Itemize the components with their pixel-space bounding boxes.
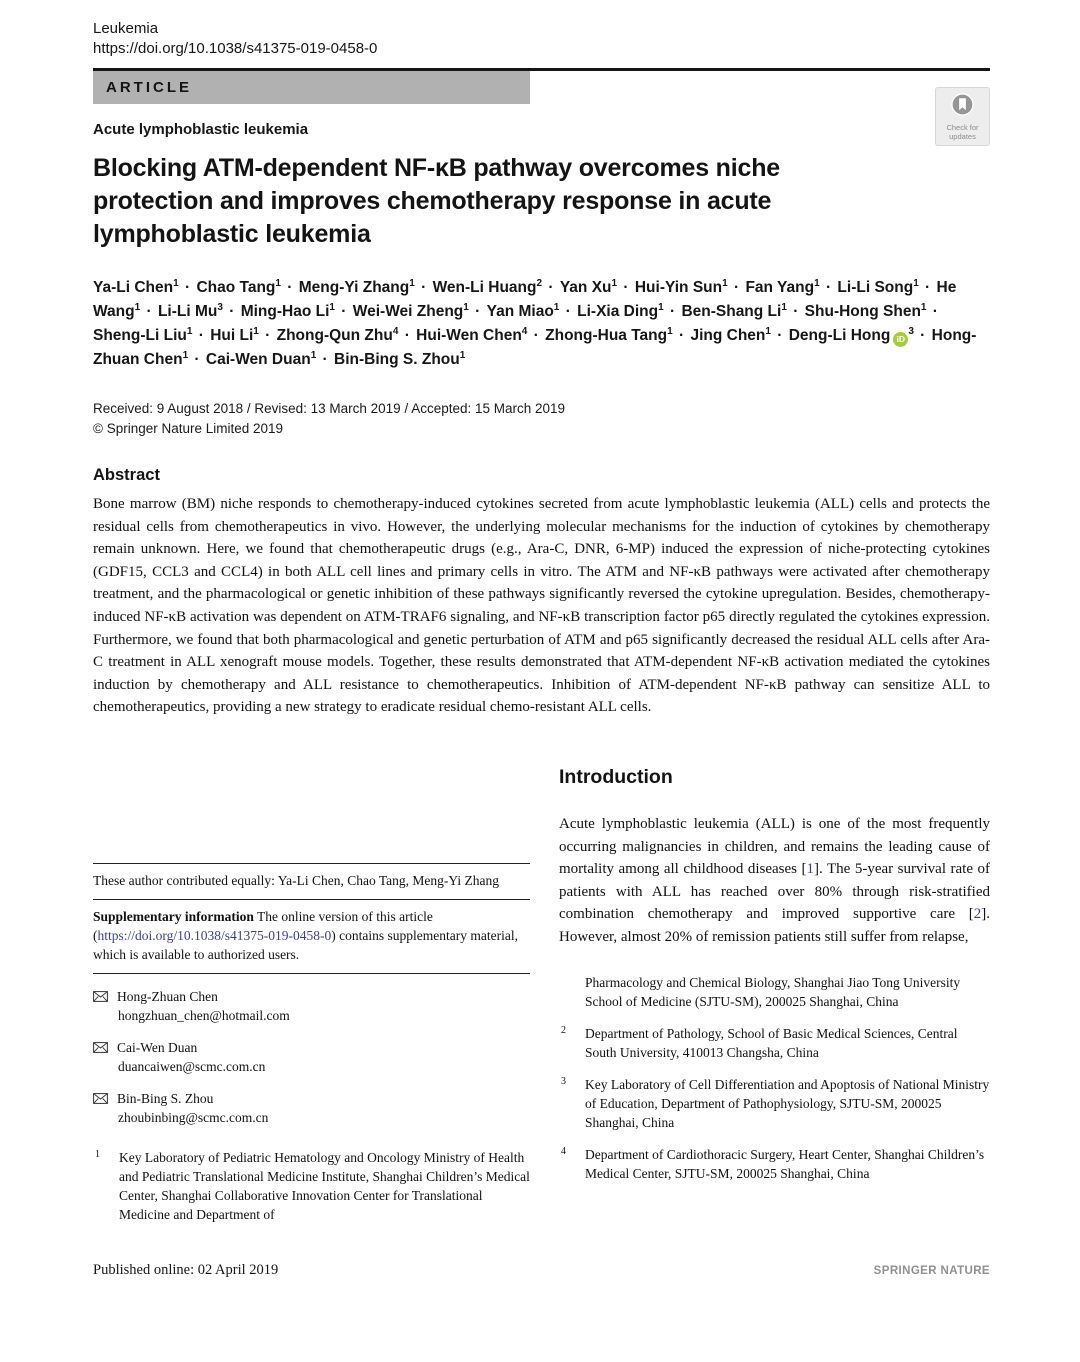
correspondence-email: zhoubinbing@scmc.com.cn	[118, 1109, 269, 1125]
author-name: Wen-Li Huang	[432, 279, 537, 296]
author-affiliation-sup: 1	[186, 325, 193, 337]
author-affiliation-sup: 1	[611, 277, 618, 289]
envelope-icon	[93, 1093, 108, 1104]
affiliation-entry	[559, 1145, 990, 1183]
author-affiliation-sup: 3	[908, 325, 914, 337]
check-for-updates-label: Check for updates	[946, 123, 979, 141]
author-affiliation-sup: 2	[536, 277, 543, 289]
author-affiliation-sup: 1	[182, 349, 189, 361]
author-separator: ·	[282, 279, 297, 296]
author-name: Zhong-Qun Zhu	[276, 327, 393, 344]
author-name: Shu-Hong Shen	[804, 303, 921, 320]
affiliation-text: Key Laboratory of Cell Differentiation and Apoptosis of National Ministry of Education, Department of Pathophysiology, SJTU-SM, 200025 Shanghai, China	[585, 1076, 990, 1130]
affiliation-entry	[93, 1148, 530, 1224]
author-affiliation-sup: 1	[253, 325, 259, 337]
introduction-text: ]. However, almost 20% of remission patients still suffer from relapse,	[559, 906, 990, 945]
author-affiliation-sup: 1	[765, 325, 771, 337]
journal-name: Leukemia	[93, 20, 159, 37]
author-separator: ·	[665, 303, 680, 320]
author-separator: ·	[416, 279, 431, 296]
author-name: Ya-Li Chen	[93, 279, 174, 296]
affiliation-number: 4	[561, 1145, 566, 1157]
author-separator: ·	[400, 327, 415, 344]
author-name: Bin-Bing S. Zhou	[334, 351, 460, 368]
introduction-text: ]. The 5-year survival rate of patients with ALL has reached over 80% through risk-stratified combination chemotherapy and improved supportive care [	[559, 861, 991, 923]
author-name: Li-Li Mu	[157, 303, 218, 320]
supplementary-note: Supplementary information The online version of this article (https://doi.org/10.1038/s41375-019-0458-0) contains supplementary material, which is available to authorized users.	[93, 908, 518, 962]
author-affiliation-sup: 1	[913, 277, 919, 289]
history-dates	[93, 399, 990, 439]
correspondence-entry	[93, 987, 530, 1025]
author-name: Hui-Yin Sun	[634, 279, 723, 296]
reference-link[interactable]: 1	[806, 861, 815, 878]
published-online: Published online: 02 April 2019	[93, 1261, 279, 1278]
author-affiliation-sup: 1	[781, 301, 787, 313]
doi-citation: https://doi.org/10.1038/s41375-019-0458-0	[93, 40, 378, 57]
author-separator: ·	[180, 279, 195, 296]
author-name: Li-Xia Ding	[577, 303, 659, 320]
author-separator: ·	[190, 351, 204, 368]
correspondence-email: duancaiwen@scmc.com.cn	[118, 1058, 266, 1074]
author-separator: ·	[674, 327, 689, 344]
author-affiliation-sup: 1	[275, 277, 281, 289]
correspondence-entry	[93, 1038, 530, 1076]
author-list	[93, 276, 990, 372]
author-affiliation-sup: 3	[217, 301, 223, 313]
check-for-updates-badge[interactable]	[935, 87, 990, 146]
right-column	[559, 725, 990, 1237]
author-separator: ·	[318, 351, 333, 368]
author-name: Li-Li Song	[837, 279, 914, 296]
page-footer	[93, 1262, 990, 1279]
author-separator: ·	[470, 303, 485, 320]
affiliations-left	[93, 1148, 530, 1224]
affiliation-entry	[559, 1024, 990, 1062]
author-separator: ·	[729, 279, 744, 296]
author-name: Jing Chen	[690, 327, 766, 344]
correspondence-name: Hong-Zhuan Chen	[117, 988, 218, 1004]
author-affiliation-sup: 1	[667, 325, 673, 337]
author-name: Hong-Zhuan Chen	[93, 327, 977, 368]
author-affiliation-sup: 1	[463, 301, 469, 313]
author-affiliation-sup: 1	[814, 277, 820, 289]
author-name: Hui Li	[210, 327, 254, 344]
correspondence-entry	[93, 1089, 530, 1127]
affiliation-text: Key Laboratory of Pediatric Hematology and Oncology Ministry of Health and Pediatric Translational Medicine Institute, Shanghai Children’s Medical Center, Shanghai Collaborative Innovation Center for Translational Medicine and Department of	[119, 1149, 530, 1222]
author-separator: ·	[142, 303, 156, 320]
author-affiliation-sup: 1	[173, 277, 179, 289]
abstract-text: Bone marrow (BM) niche responds to chemotherapy-induced cytokines secreted from acute lymphoblastic leukemia (ALL) cells and protects the residual cells from chemotherapeutics in vivo. However, the underlying molecular mechanisms for the induction of cytokines by chemotherapy remain unknown. Here, we found that chemotherapeutic drugs (e.g., Ara-C, DNR, 6-MP) induced the expression of niche-protecting cytokines (GDF15, CCL3 and CCL4) in both ALL cell lines and primary cells in vitro. The ATM and NF-κB pathways were activated after chemotherapy treatment, and the pharmacological or genetic inhibition of these pathways significantly reversed the cytokine upregulation. Besides, chemotherapy-induced NF-κB activation was dependent on ATM-TRAF6 signaling, and NF-κB transcription factor p65 directly regulated the cytokines expression. Furthermore, we found that both pharmacological and genetic perturbation of ATM and p65 significantly decreased the residual ALL cells after Ara-C treatment in ALL xenograft mouse models. Together, these results demonstrated that ATM-dependent NF-κB activation mediated the cytokines induction by chemotherapy and ALL resistance to chemotherapeutics. Inhibition of ATM-dependent NF-κB pathway can sensitize ALL to chemotherapeutics, providing a new strategy to eradicate residual chemo-resistant ALL cells.	[93, 496, 990, 716]
introduction-text: Acute lymphoblastic leukemia (ALL) is one of the most frequently occurring malignancies in children, and remains the leading cause of mortality among all childhood diseases [	[559, 815, 990, 878]
affiliation-text: Pharmacology and Chemical Biology, Shanghai Jiao Tong University School of Medicine (SJTU-SM), 200025 Shanghai, China	[585, 974, 961, 1009]
author-name: Yan Miao	[486, 303, 554, 320]
author-name: Ben-Shang Li	[681, 303, 782, 320]
correspondence-email: hongzhuan_chen@hotmail.com	[118, 1007, 290, 1023]
article-title: Blocking ATM-dependent NF-κB pathway overcomes niche protection and improves chemotherapy response in acute lymphoblastic leukemia	[93, 154, 780, 248]
author-separator: ·	[821, 279, 836, 296]
supplementary-doi-link[interactable]: https://doi.org/10.1038/s41375-019-0458-0	[97, 927, 332, 943]
equal-contribution-note: These author contributed equally: Ya-Li Chen, Chao Tang, Meng-Yi Zhang	[93, 872, 499, 888]
author-name: Sheng-Li Liu	[93, 327, 187, 344]
affiliation-text: Department of Pathology, School of Basic Medical Sciences, Central South University, 410013 Changsha, China	[585, 1025, 958, 1060]
affiliations-right	[559, 973, 990, 1183]
author-separator: ·	[224, 303, 239, 320]
author-affiliation-sup: 1	[134, 301, 141, 313]
publisher-logo: SPRINGER NATURE	[873, 1264, 990, 1277]
copyright-line: © Springer Nature Limited 2019	[93, 421, 284, 436]
affiliation-entry	[559, 1075, 990, 1132]
affiliation-number: 1	[95, 1148, 100, 1160]
affiliation-number: 2	[561, 1024, 566, 1036]
author-affiliation-sup: 1	[722, 277, 728, 289]
introduction-paragraph	[559, 813, 990, 949]
author-name: Zhong-Hua Tang	[545, 327, 668, 344]
author-affiliation-sup: 1	[920, 301, 927, 313]
author-separator: ·	[544, 279, 558, 296]
subject-category: Acute lymphoblastic leukemia	[93, 121, 309, 138]
author-affiliation-sup: 4	[392, 325, 399, 337]
author-name: Cai-Wen Duan	[205, 351, 311, 368]
orcid-icon[interactable]: iD	[893, 332, 908, 347]
author-name: Meng-Yi Zhang	[298, 279, 410, 296]
author-affiliation-sup: 1	[409, 277, 415, 289]
reference-link[interactable]: 2	[973, 906, 982, 923]
author-separator: ·	[920, 279, 935, 296]
author-name: Ming-Hao Li	[240, 303, 330, 320]
author-separator: ·	[915, 327, 930, 344]
author-separator: ·	[561, 303, 576, 320]
affiliation-entry	[559, 973, 990, 1011]
left-column	[93, 725, 530, 1237]
author-separator: ·	[529, 327, 544, 344]
author-name: Deng-Li Hong	[788, 327, 891, 344]
author-separator: ·	[788, 303, 803, 320]
author-affiliation-sup: 1	[310, 349, 317, 361]
envelope-icon	[93, 991, 108, 1002]
author-separator: ·	[336, 303, 351, 320]
author-name: Hui-Wen Chen	[416, 327, 522, 344]
correspondence-list	[93, 987, 530, 1127]
article-type-banner	[93, 71, 530, 104]
author-affiliation-sup: 4	[521, 325, 528, 337]
footnote-rule-bottom	[93, 973, 530, 974]
affiliation-text: Department of Cardiothoracic Surgery, Heart Center, Shanghai Children’s Medical Center, SJTU-SM, 200025 Shanghai, China	[585, 1146, 985, 1181]
author-name: Chao Tang	[196, 279, 276, 296]
author-separator: ·	[928, 303, 938, 320]
article-type-label: ARTICLE	[106, 79, 192, 96]
author-name: He Wang	[93, 279, 957, 320]
correspondence-name: Bin-Bing S. Zhou	[117, 1090, 214, 1106]
introduction-heading: Introduction	[559, 765, 673, 788]
received-revised-accepted: Received: 9 August 2018 / Revised: 13 March 2019 / Accepted: 15 March 2019	[93, 401, 566, 416]
abstract-heading: Abstract	[93, 466, 160, 484]
author-name: Yan Xu	[559, 279, 612, 296]
author-affiliation-sup: 1	[329, 301, 335, 313]
crossmark-bookmark-icon	[951, 93, 974, 116]
correspondence-name: Cai-Wen Duan	[117, 1039, 198, 1055]
author-affiliation-sup: 1	[459, 349, 466, 361]
author-separator: ·	[619, 279, 633, 296]
author-affiliation-sup: 1	[658, 301, 664, 313]
supplementary-lead: Supplementary information	[93, 908, 254, 924]
two-column-area	[93, 725, 990, 1237]
author-separator: ·	[772, 327, 787, 344]
author-separator: ·	[194, 327, 209, 344]
author-name: Wei-Wei Zheng	[352, 303, 464, 320]
author-separator: ·	[260, 327, 275, 344]
envelope-icon	[93, 1042, 108, 1053]
author-affiliation-sup: 1	[553, 301, 560, 313]
author-name: Fan Yang	[745, 279, 815, 296]
affiliation-number: 3	[561, 1075, 566, 1087]
